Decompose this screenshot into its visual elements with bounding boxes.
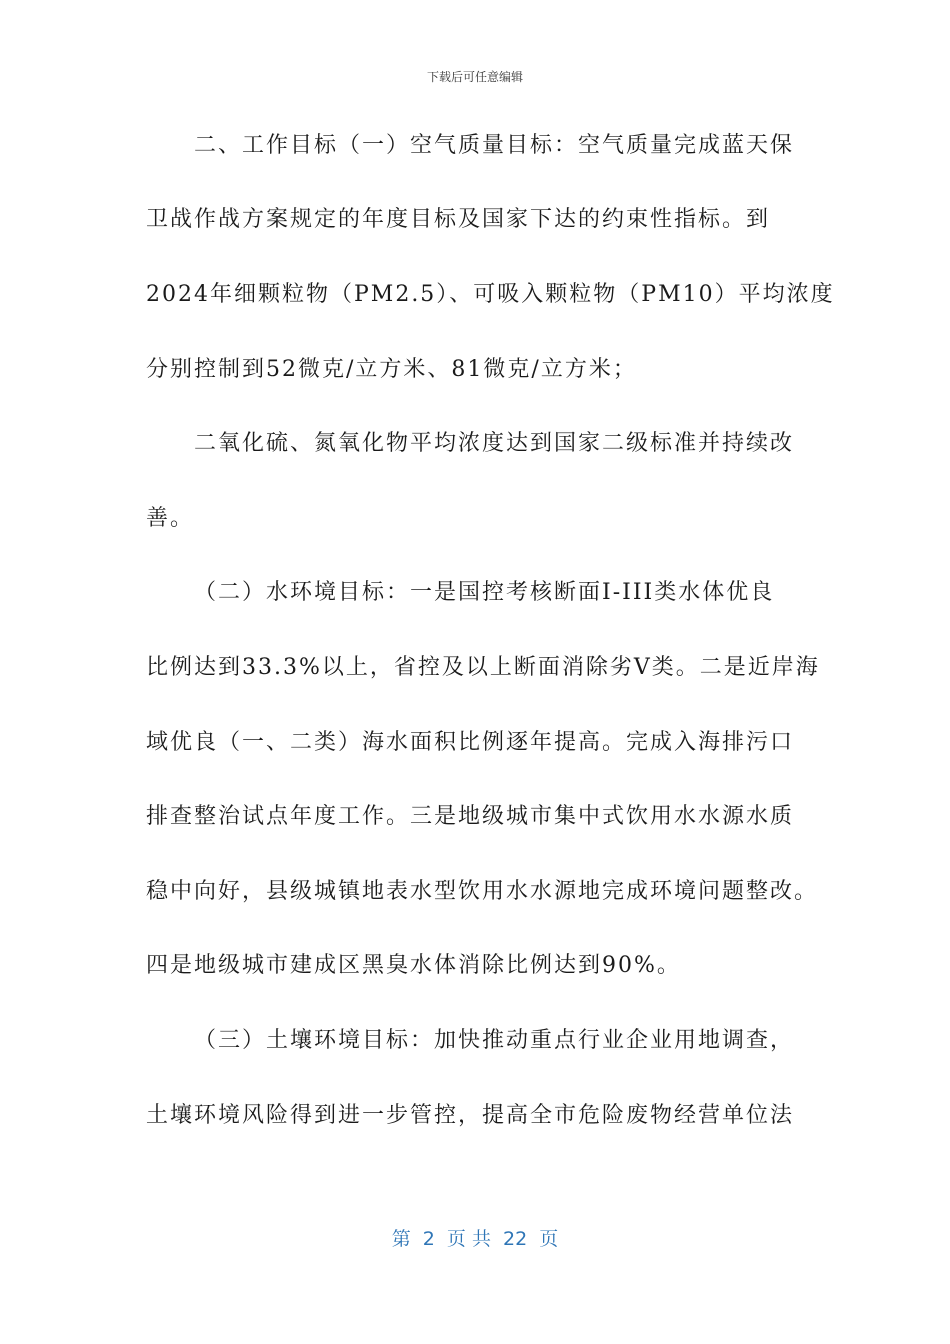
text-line: 土壤环境风险得到进一步管控，提高全市危险废物经营单位法 — [146, 1103, 795, 1128]
page-number: 第 2 页 共 22 页 — [391, 1228, 559, 1250]
text-line: 善。 — [146, 506, 195, 531]
text-line: 比例达到33.3%以上，省控及以上断面消除劣Ⅴ类。二是近岸海 — [146, 655, 820, 680]
text-line: （三）土壤环境目标：加快推动重点行业企业用地调查， — [194, 1028, 795, 1053]
text-line: 域优良（一、二类）海水面积比例逐年提高。完成入海排污口 — [146, 730, 795, 755]
text-line: 二氧化硫、氮氧化物平均浓度达到国家二级标准并持续改 — [194, 431, 795, 456]
text-line: 稳中向好，县级城镇地表水型饮用水水源地完成环境问题整改。 — [146, 879, 819, 904]
text-line: 四是地级城市建成区黑臭水体消除比例达到90%。 — [146, 953, 681, 978]
text-line: 分别控制到52微克/立方米、81微克/立方米； — [146, 357, 637, 382]
text-line: 2024年细颗粒物（PM2.5）、可吸入颗粒物（PM10）平均浓度 — [146, 282, 835, 307]
text-line: （二）水环境目标：一是国控考核断面I-III类水体优良 — [194, 580, 775, 605]
header-note: 下载后可任意编辑 — [426, 70, 523, 84]
text-line: 排查整治试点年度工作。三是地级城市集中式饮用水水源水质 — [146, 804, 795, 829]
text-line: 卫战作战方案规定的年度目标及国家下达的约束性指标。到 — [146, 207, 771, 232]
text-line: 二、工作目标（一）空气质量目标：空气质量完成蓝天保 — [194, 133, 795, 158]
